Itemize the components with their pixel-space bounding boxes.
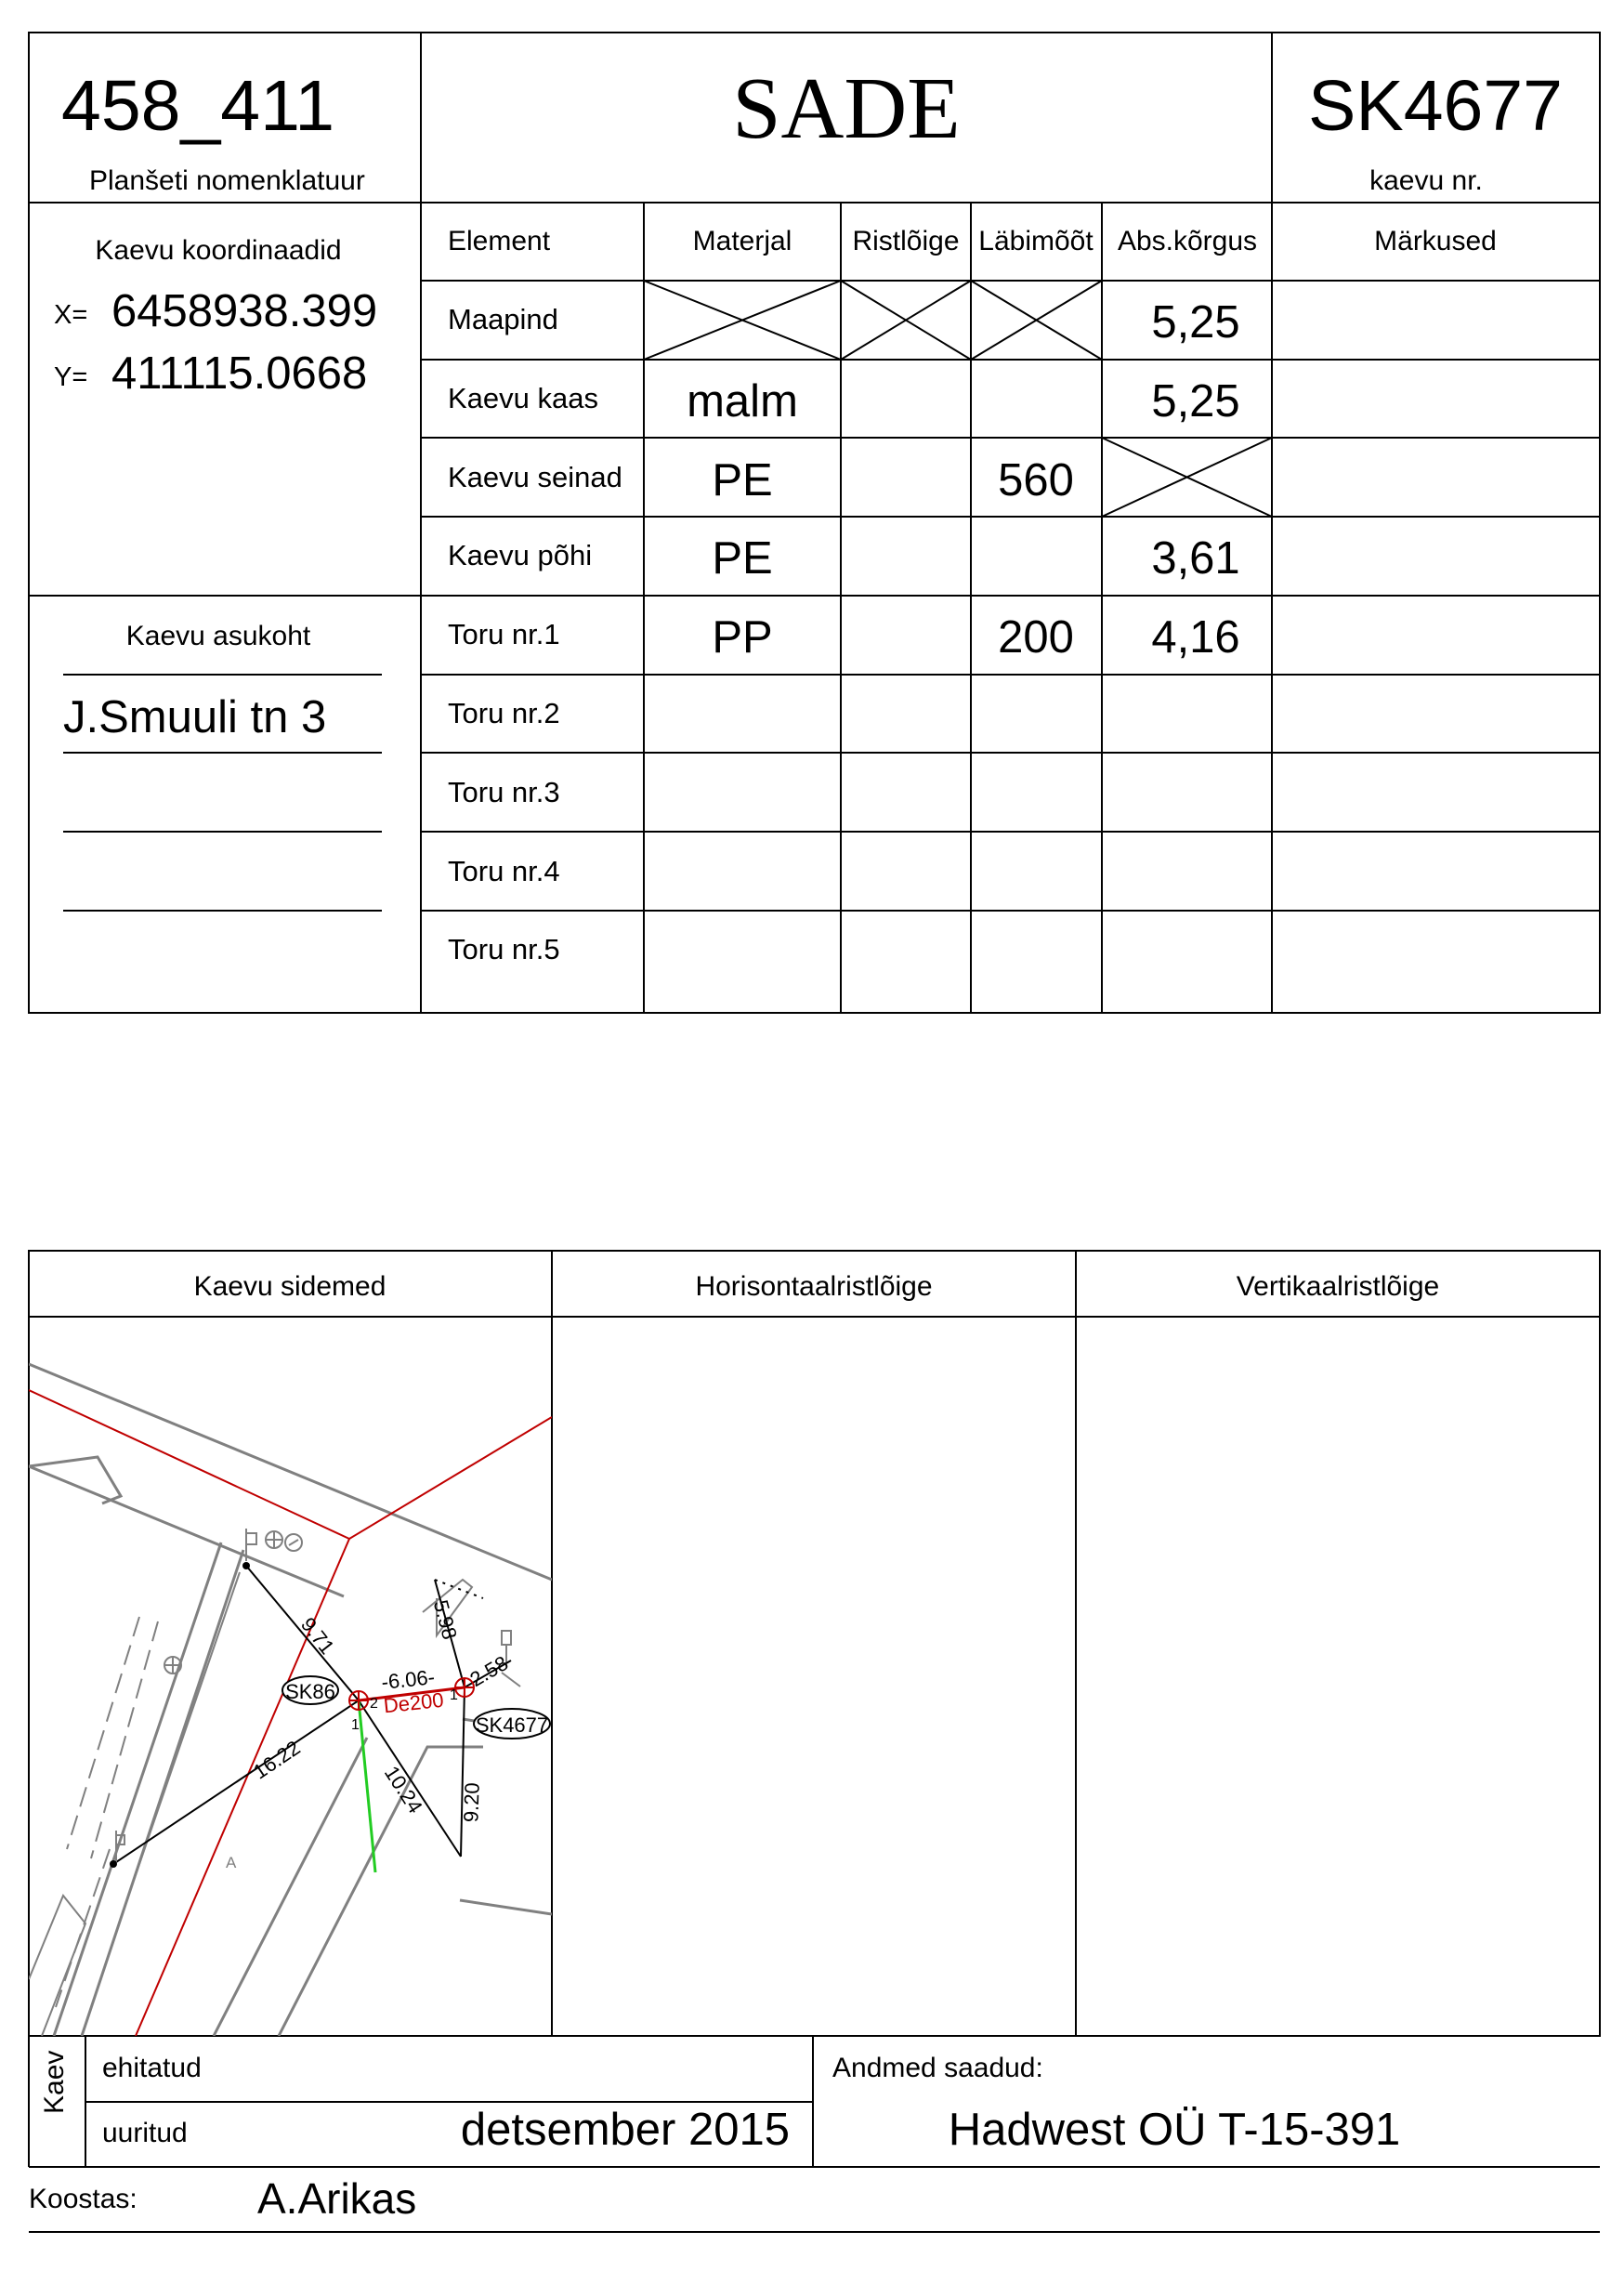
- col-header-diameter: Läbimõõt: [978, 226, 1094, 256]
- pipe-number-label: 1: [351, 1717, 360, 1733]
- na-cross-material-maapind: [644, 281, 841, 360]
- y-value: 411115.0668: [111, 348, 368, 399]
- pipe-label: De200: [382, 1687, 445, 1718]
- well-number-label: kaevu nr.: [1369, 165, 1483, 196]
- section-links-title: Kaevu sidemed: [193, 1271, 386, 1302]
- point-label-a: A: [226, 1854, 237, 1871]
- pipe-number-label: 1: [450, 1687, 458, 1703]
- cell-element: Toru nr.3: [448, 775, 560, 808]
- well-number: SK4677: [1307, 66, 1564, 146]
- dimension-label: 9.71: [295, 1612, 339, 1659]
- section-vertical-title: Vertikaalristlõige: [1236, 1271, 1440, 1302]
- location-title: Kaevu asukoht: [125, 621, 311, 651]
- compiled-by: A.Arikas: [257, 2174, 417, 2223]
- dimension-label: 5.98: [428, 1597, 462, 1642]
- site-sketch: [29, 1364, 552, 2036]
- na-cross-abs-seinad: [1102, 438, 1272, 517]
- col-header-cross-section: Ristlõige: [852, 226, 960, 256]
- cell-element: Kaevu põhi: [448, 539, 593, 572]
- nomenclature-label: Planšeti nomenklatuur: [89, 165, 365, 196]
- document-type: SADE: [732, 60, 961, 157]
- section-horizontal-title: Horisontaalristlõige: [695, 1271, 933, 1302]
- cell-abs-height: 4,16: [1151, 612, 1240, 663]
- cell-element: Toru nr.2: [448, 697, 560, 729]
- col-header-abs-height: Abs.kõrgus: [1117, 226, 1258, 256]
- dimension-label: 9.20: [459, 1781, 484, 1823]
- cell-abs-height: 5,25: [1151, 375, 1240, 427]
- col-header-element: Element: [448, 226, 551, 256]
- pipe-number-label: 2: [370, 1696, 378, 1712]
- location-line-1: J.Smuuli tn 3: [63, 692, 327, 742]
- data-source: Hadwest OÜ T-15-391: [948, 2105, 1401, 2155]
- cell-element: Toru nr.5: [448, 933, 560, 966]
- cell-diameter: 560: [998, 454, 1074, 505]
- cell-element: Toru nr.4: [448, 854, 560, 887]
- dimension-label: 16.22: [248, 1736, 305, 1784]
- nomenclature-value: 458_411: [61, 66, 335, 146]
- footer-well-label: Kaev: [39, 2050, 70, 2114]
- dimension-label: 10.24: [379, 1762, 427, 1818]
- built-label: ehitatud: [102, 2053, 202, 2083]
- cell-element: Maapind: [448, 303, 558, 335]
- dimension-label: 2.58: [465, 1650, 513, 1692]
- surveyed-date: detsember 2015: [460, 2105, 790, 2155]
- surveyed-label: uuritud: [102, 2118, 188, 2148]
- well-label-sk4677: SK4677: [475, 1713, 549, 1737]
- y-label: Y=: [54, 362, 88, 392]
- cell-material: malm: [687, 375, 798, 427]
- well-label-sk86: SK86: [285, 1680, 335, 1703]
- data-received-label: Andmed saadud:: [832, 2053, 1043, 2083]
- cell-abs-height: 3,61: [1151, 533, 1240, 584]
- compiled-label: Koostas:: [29, 2184, 138, 2214]
- point-marker-2: [110, 1860, 117, 1868]
- cell-element: Kaevu seinad: [448, 460, 622, 493]
- cell-element: Kaevu kaas: [448, 381, 598, 414]
- x-value: 6458938.399: [111, 286, 378, 336]
- na-cross-section-maapind: [841, 281, 971, 360]
- col-header-material: Materjal: [692, 226, 792, 256]
- col-header-notes: Märkused: [1374, 226, 1497, 256]
- cell-element: Toru nr.1: [448, 618, 560, 651]
- cell-material: PE: [712, 533, 773, 584]
- na-cross-diameter-maapind: [971, 281, 1102, 360]
- cell-material: PE: [712, 454, 773, 505]
- cell-abs-height: 5,25: [1151, 297, 1240, 348]
- cell-diameter: 200: [998, 612, 1074, 663]
- well-symbol-sk86: [349, 1691, 368, 1710]
- cell-material: PP: [712, 612, 773, 663]
- x-label: X=: [54, 300, 88, 330]
- point-marker-1: [242, 1562, 250, 1569]
- dimension-label: -6.06-: [380, 1665, 437, 1694]
- coordinates-title: Kaevu koordinaadid: [95, 235, 342, 266]
